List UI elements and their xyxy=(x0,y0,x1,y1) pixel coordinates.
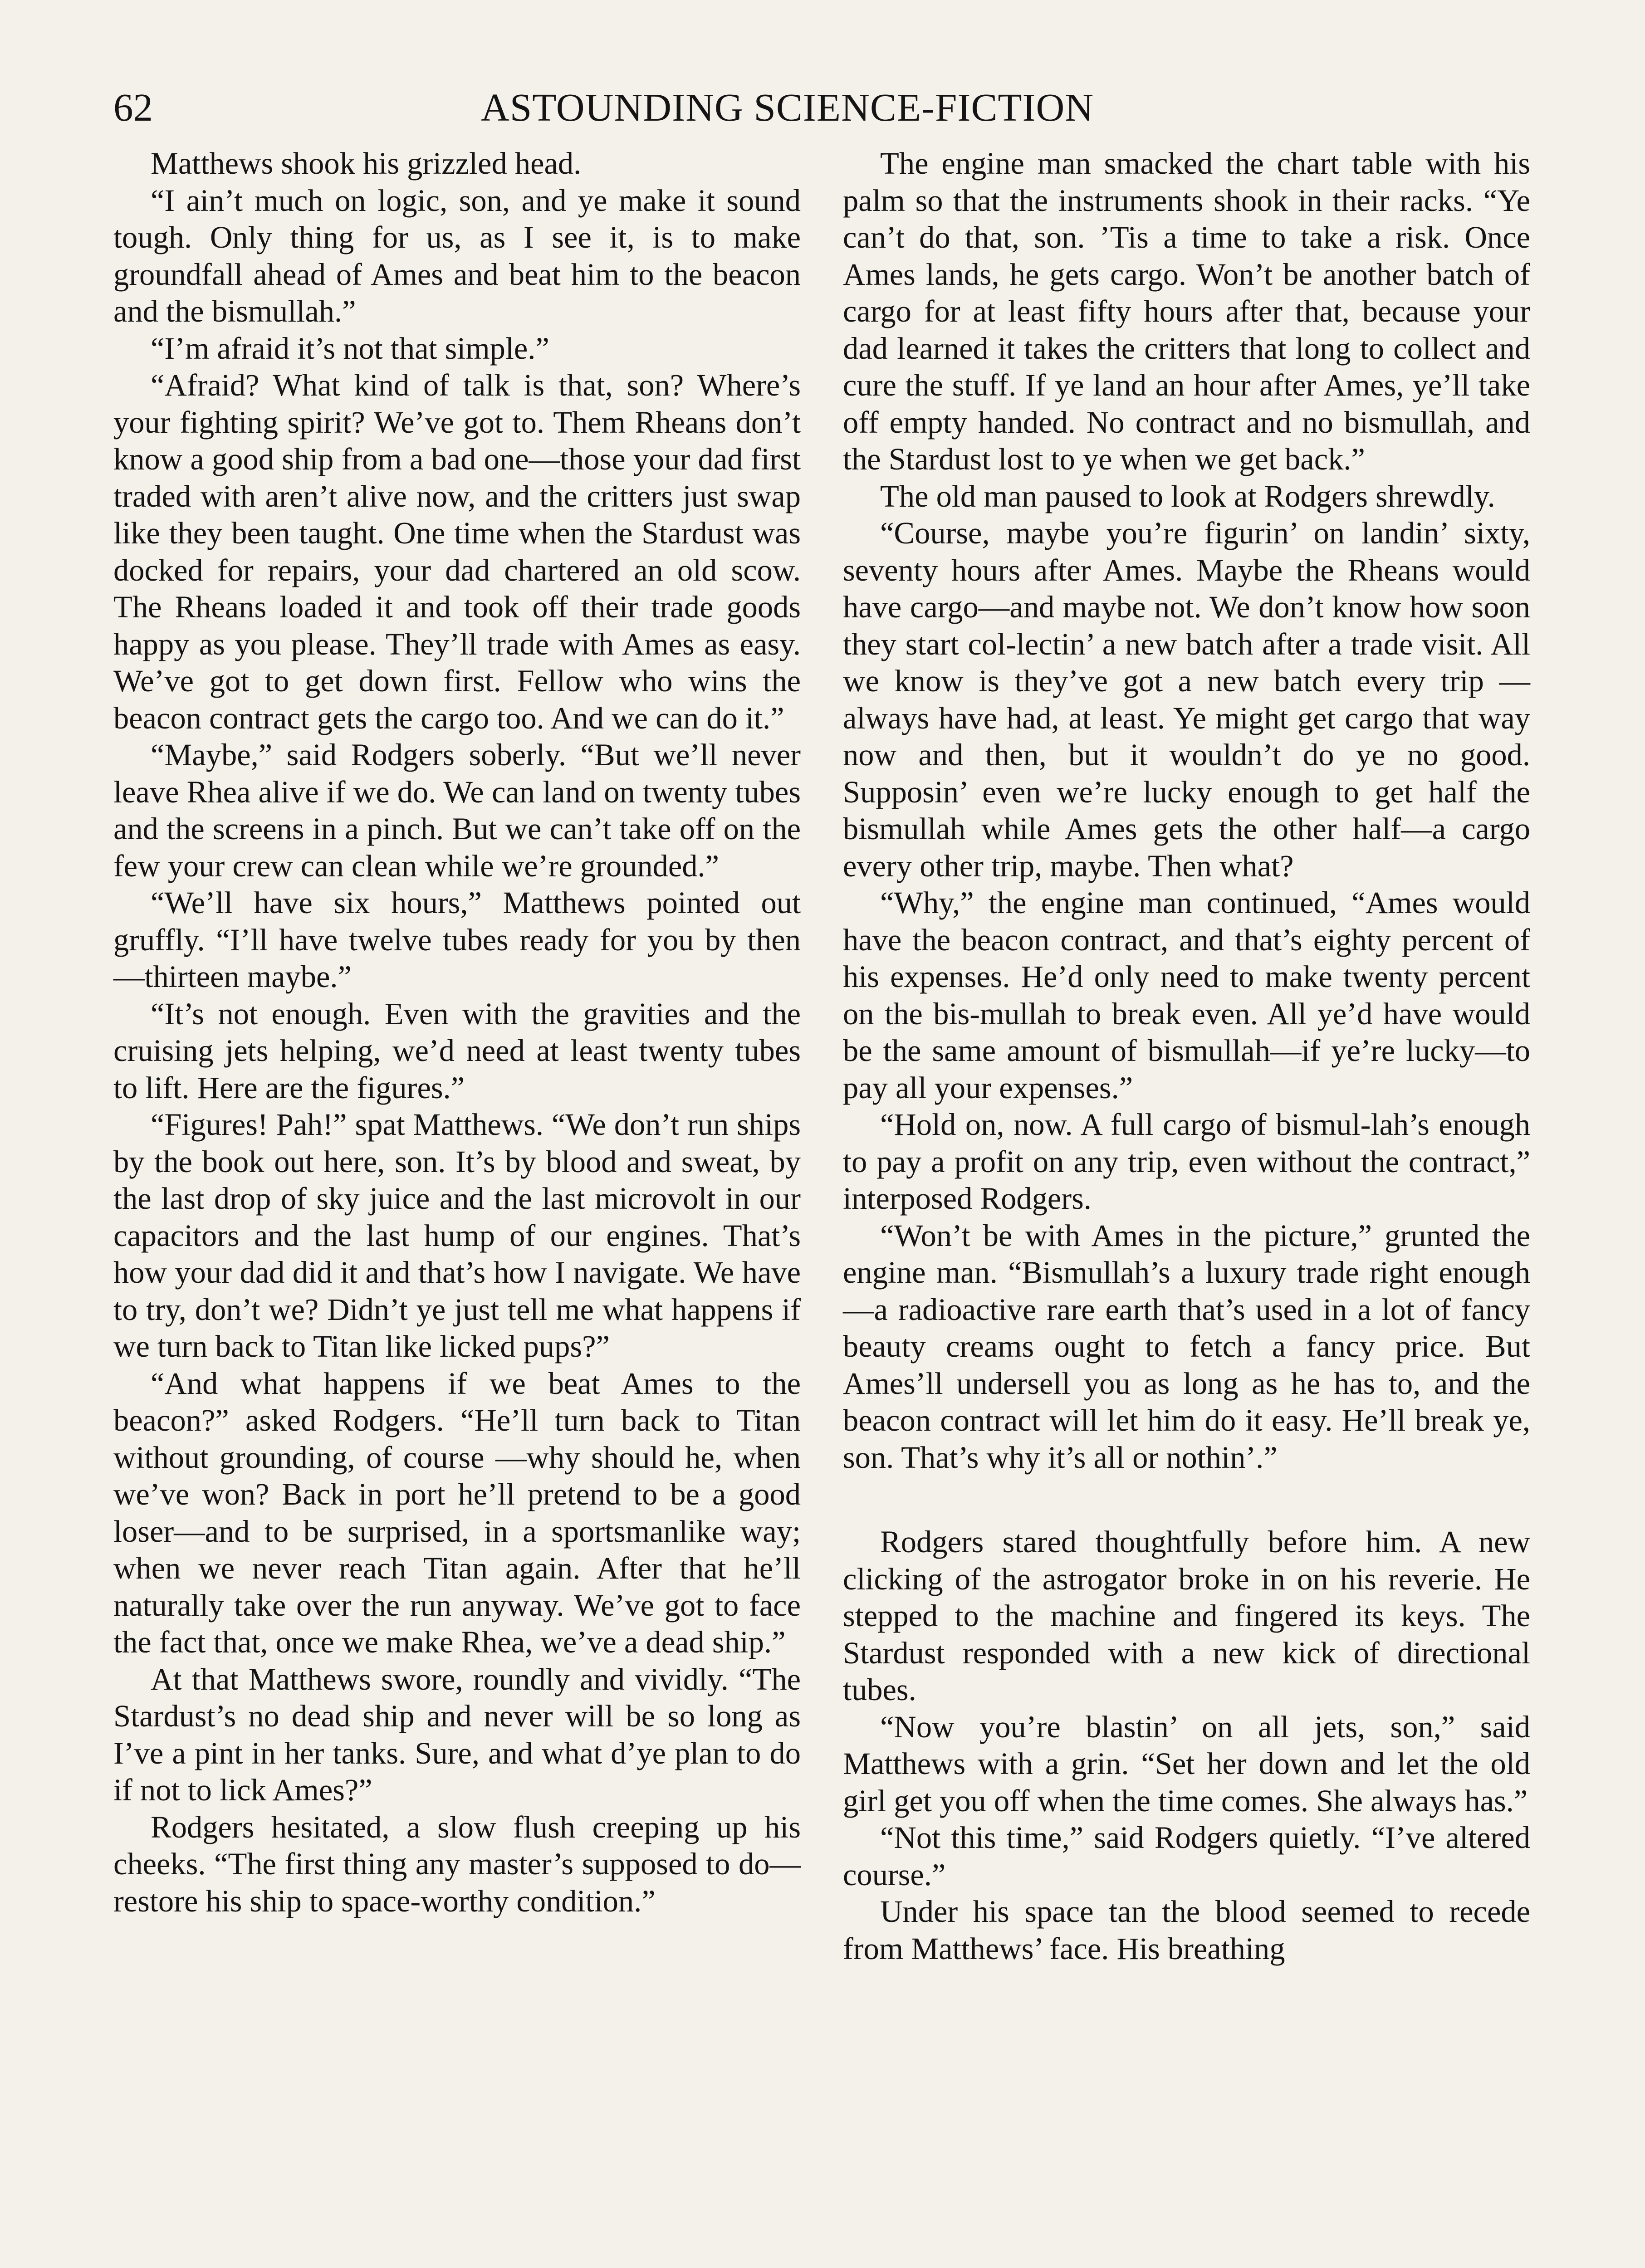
paragraph: “I ain’t much on logic, son, and ye make it sound tough. Only thing for us, as I see it, is to make groundfall ahead of Ames and beat him to the beacon and the bismullah.” xyxy=(113,183,801,328)
left-column xyxy=(113,145,801,1920)
paragraph: “Not this time,” said Rodgers quietly. “I’ve altered course.” xyxy=(843,1820,1530,1892)
magazine-title: ASTOUNDING SCIENCE-FICTION xyxy=(481,85,1094,129)
paragraph: “Afraid? What kind of talk is that, son? Where’s your fighting spirit? We’ve got to. Them Rheans don’t know a good ship from a bad one—those your dad first traded with aren’t alive now, and the critters just swap like they been taught. One time when the Stardust was docked for repairs, your dad chartered an old scow. The Rheans loaded it and took off their trade goods happy as you please. They’ll trade with Ames as easy. We’ve got to get down first. Fellow who wins the beacon contract gets the cargo too. And we can do it.” xyxy=(113,368,801,735)
paragraph: Rodgers stared thoughtfully before him. A new clicking of the astrogator broke in on his reverie. He stepped to the machine and fingered its keys. The Stardust responded with a new kick of directional tubes. xyxy=(843,1525,1530,1707)
paragraph: “And what happens if we beat Ames to the beacon?” asked Rodgers. “He’ll turn back to Titan without grounding, of course —why should he, when we’ve won? Back in port he’ll pretend to be a good loser—and to be surprised, in a sportsmanlike way; when we never reach Titan again. After that he’ll naturally take over the run anyway. We’ve got to face the fact that, once we make Rhea, we’ve a dead ship.” xyxy=(113,1366,801,1659)
paragraph: “Why,” the engine man continued, “Ames would have the beacon contract, and that’s eighty percent of his expenses. He’d only need to make twenty percent on the bis-mullah to break even. All ye’d have would be the same amount of bismullah—if ye’re lucky—to pay all your expenses.” xyxy=(843,885,1530,1105)
paragraph: “Course, maybe you’re figurin’ on landin’ sixty, seventy hours after Ames. Maybe the Rheans would have cargo—and maybe not. We don’t know how soon they start col-lectin’ a new batch after a trade visit. All we know is they’ve got a new batch every trip —always have had, at least. Ye might get cargo that way now and then, but it wouldn’t do ye no good. Supposin’ even we’re lucky enough to get half the bismullah while Ames gets the other half—a cargo every other trip, maybe. Then what? xyxy=(843,516,1530,883)
paragraph: “It’s not enough. Even with the gravities and the cruising jets helping, we’d need at least twenty tubes to lift. Here are the figures.” xyxy=(113,996,801,1105)
paragraph: “We’ll have six hours,” Matthews pointed out gruffly. “I’ll have twelve tubes ready for you by then—thirteen maybe.” xyxy=(113,885,801,994)
paragraph: “Figures! Pah!” spat Matthews. “We don’t run ships by the book out here, son. It’s by blood and sweat, by the last drop of sky juice and the last microvolt in our capacitors and the last hump of our engines. That’s how your dad did it and that’s how I navigate. We have to try, don’t we? Didn’t ye just tell me what happens if we turn back to Titan like licked pups?” xyxy=(113,1107,801,1364)
paragraph: The old man paused to look at Rodgers shrewdly. xyxy=(880,479,1495,513)
paragraph: “I’m afraid it’s not that simple.” xyxy=(151,331,549,366)
paragraph: “Maybe,” said Rodgers soberly. “But we’ll never leave Rhea alive if we do. We can land on twenty tubes and the screens in a pinch. But we can’t take off on the few your crew can clean while we’re grounded.” xyxy=(113,738,801,883)
paragraph: At that Matthews swore, roundly and vividly. “The Stardust’s no dead ship and never will be so long as I’ve a pint in her tanks. Sure, and what d’ye plan to do if not to lick Ames?” xyxy=(113,1662,801,1807)
paragraph: Rodgers hesitated, a slow flush creeping up his cheeks. “The first thing any master’s supposed to do—restore his ship to space-worthy condition.” xyxy=(113,1809,801,1918)
right-column xyxy=(843,145,1530,1967)
page-header xyxy=(113,83,1161,132)
page-number: 62 xyxy=(113,85,153,129)
paragraph: “Won’t be with Ames in the picture,” grunted the engine man. “Bismullah’s a luxury trade right enough—a radioactive rare earth that’s used in a lot of fancy beauty creams ought to fetch a fancy price. But Ames’ll undersell you as long as he has to, and the beacon contract will let him do it easy. He’ll break ye, son. That’s why it’s all or nothin’.” xyxy=(843,1218,1530,1475)
paragraph: The engine man smacked the chart table with his palm so that the instruments shook in their racks. “Ye can’t do that, son. ’Tis a time to take a risk. Once Ames lands, he gets cargo. Won’t be another batch of cargo for at least fifty hours after that, because your dad learned it takes the critters that long to collect and cure the stuff. If ye land an hour after Ames, ye’ll take off empty handed. No contract and no bismullah, and the Stardust lost to ye when we get back.” xyxy=(843,146,1530,476)
paragraph: “Hold on, now. A full cargo of bismul-lah’s enough to pay a profit on any trip, even without the contract,” interposed Rodgers. xyxy=(843,1107,1530,1216)
paragraph: Matthews shook his grizzled head. xyxy=(151,146,582,181)
paragraph: Under his space tan the blood seemed to recede from Matthews’ face. His breathing xyxy=(843,1894,1530,1966)
paragraph: “Now you’re blastin’ on all jets, son,” said Matthews with a grin. “Set her down and let the old girl get you off when the time comes. She always has.” xyxy=(843,1709,1530,1818)
